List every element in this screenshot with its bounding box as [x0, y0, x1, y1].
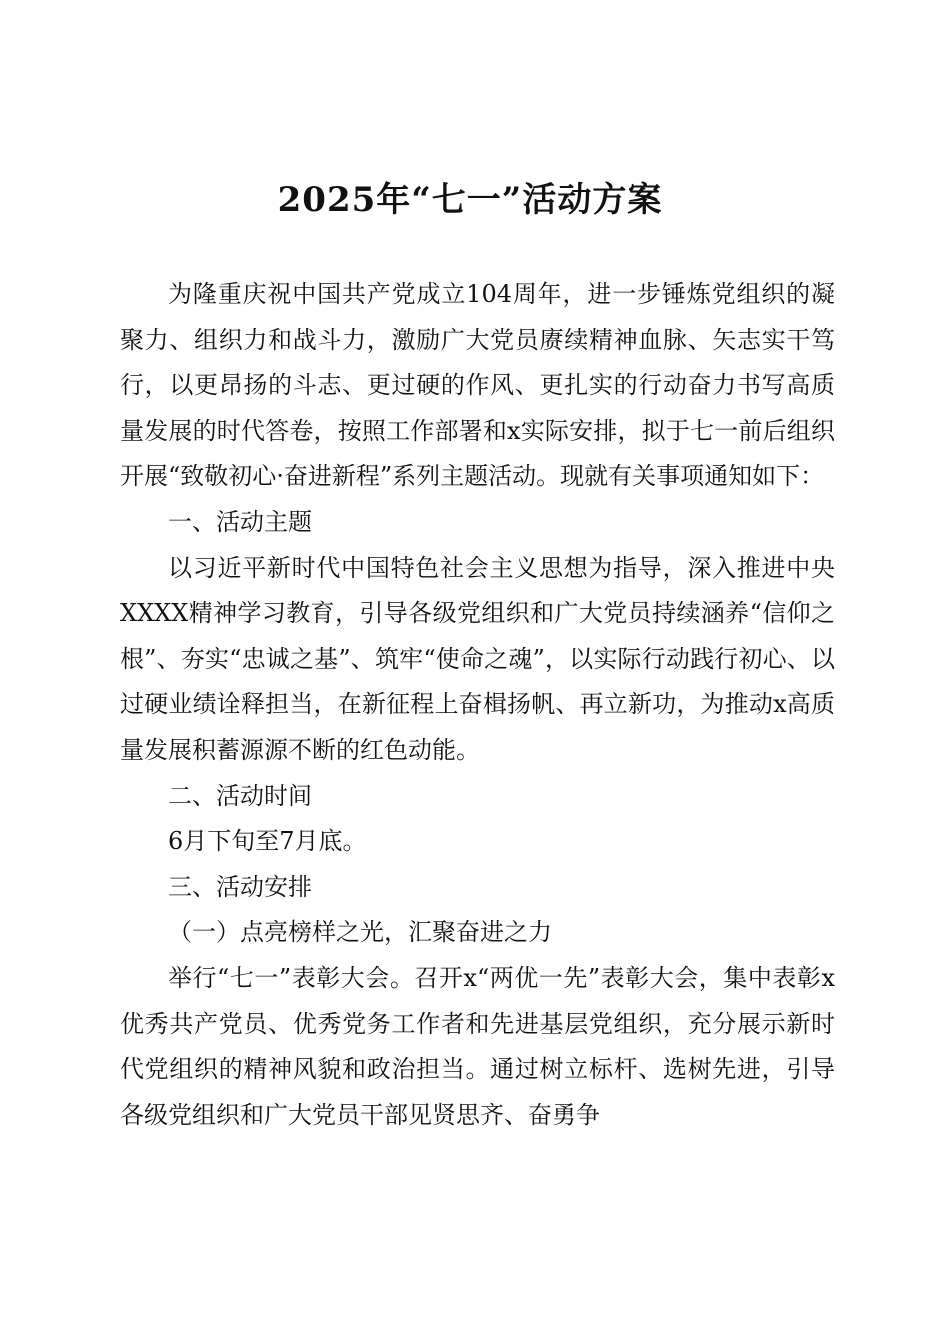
- section3-heading: 三、活动安排: [168, 872, 312, 901]
- section3-subheading-1: （一）点亮榜样之光，汇聚奋进之力: [168, 918, 552, 947]
- document-body: [120, 272, 835, 1138]
- section2-paragraph: 6月下旬至7月底。: [168, 827, 367, 856]
- section3-sub1-paragraph: 举行“七一”表彰大会。召开x“两优一先”表彰大会，集中表彰x优秀共产党员、优秀党务工作者和先进基层党组织，充分展示新时代党组织的精神风貌和政治担当。通过树立标杆、选树先进，引导各级党组织和广大党员干部见贤思齐、奋勇争: [120, 963, 835, 1129]
- section2-heading: 二、活动时间: [168, 781, 312, 810]
- section1-heading: 一、活动主题: [168, 507, 312, 536]
- intro-paragraph: 为隆重庆祝中国共产党成立104周年，进一步锤炼党组织的凝聚力、组织力和战斗力，激励广大党员赓续精神血脉、矢志实干笃行，以更昂扬的斗志、更过硬的作风、更扎实的行动奋力书写高质量发展的时代答卷，按照工作部署和x实际安排，拟于七一前后组织开展“致敬初心·奋进新程”系列主题活动。现就有关事项通知如下：: [120, 280, 835, 491]
- section1-paragraph: 以习近平新时代中国特色社会主义思想为指导，深入推进中央XXXX精神学习教育，引导各级党组织和广大党员持续涵养“信仰之根”、夯实“忠诚之基”、筑牢“使命之魂”，以实际行动践行初心、以过硬业绩诠释担当，在新征程上奋楫扬帆、再立新功，为推动x高质量发展积蓄源源不断的红色动能。: [120, 553, 835, 764]
- document-title: 2025年“七一”活动方案: [277, 180, 663, 220]
